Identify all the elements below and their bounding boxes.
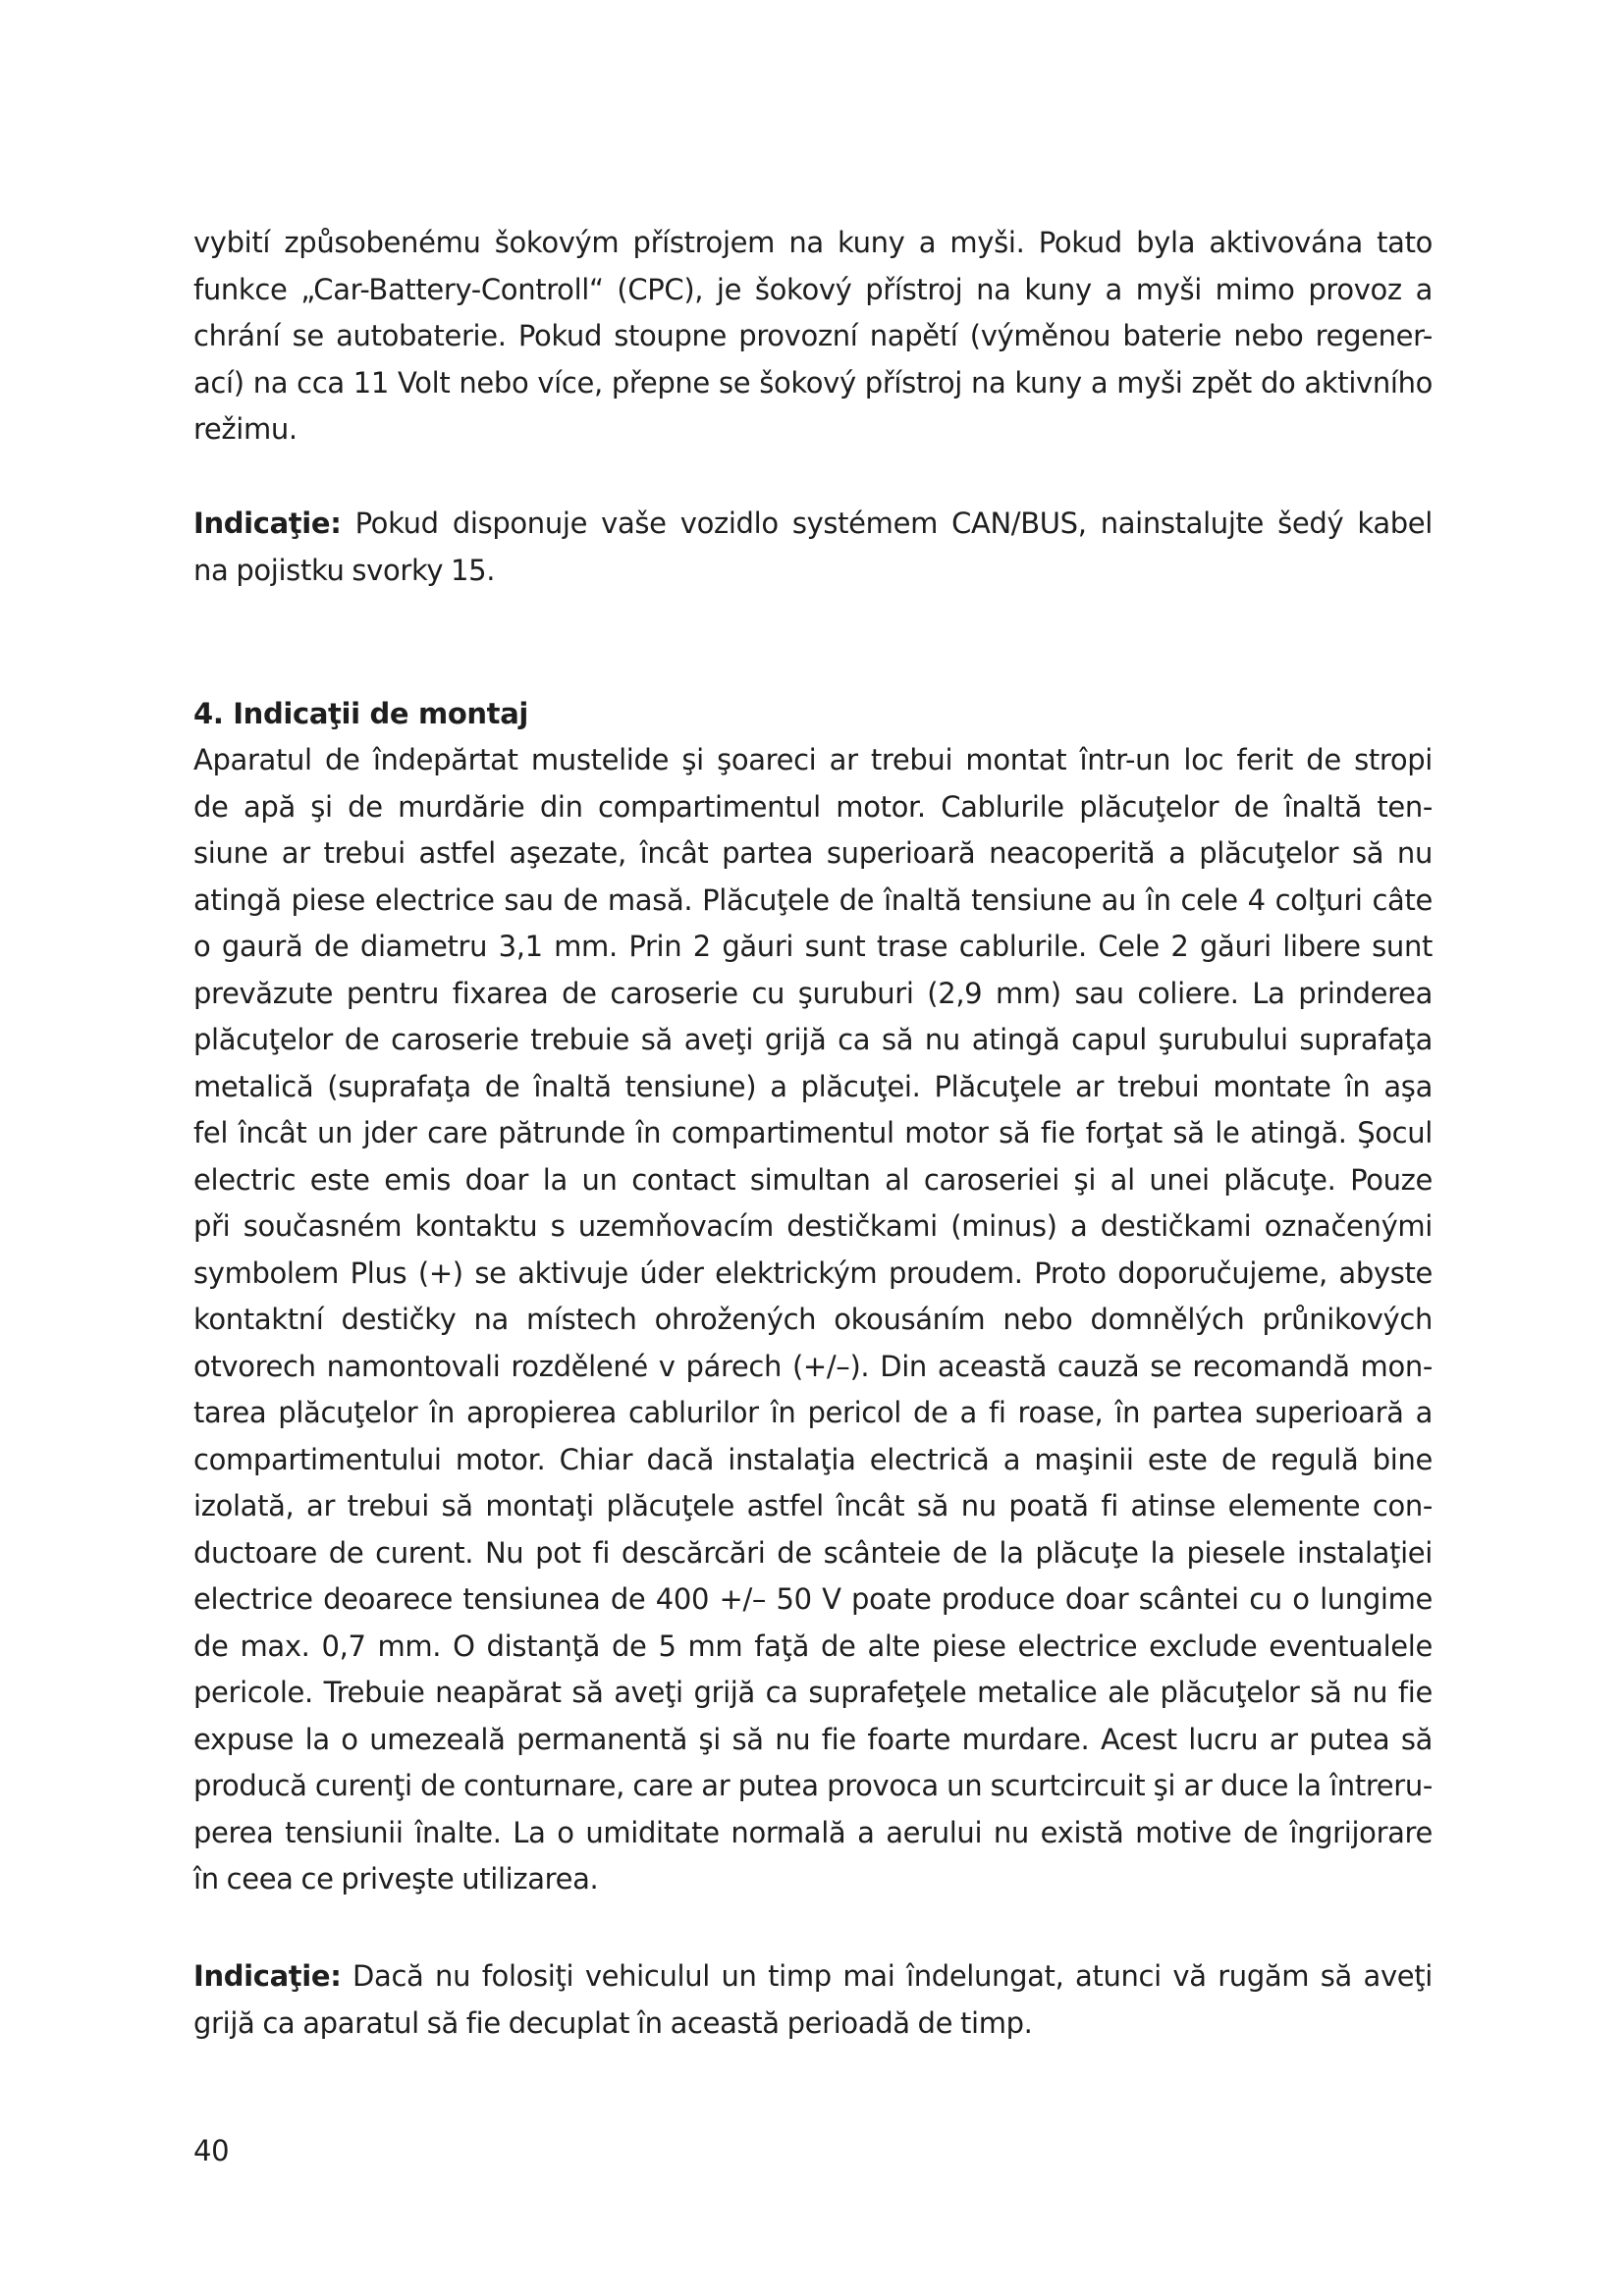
note-line: na pojistku svorky 15. [193, 553, 496, 587]
text-line: perea tensiunii înalte. La o umiditate normală a aerului nu există motive de îngrijorare [193, 1815, 1433, 1849]
note-label: Indicaţie: [193, 1959, 342, 1993]
note-vehicle-storage [193, 1953, 1433, 2047]
section-heading: 4. Indicaţii de montaj [193, 697, 529, 730]
text-line: chrání se autobaterie. Pokud stoupne provozní napětí (výměnou baterie nebo regener- [193, 319, 1433, 352]
text-line: de apă şi de murdărie din compartimentul motor. Cablurile plăcuţelor de înaltă ten- [193, 789, 1433, 824]
text-line: atingă piese electrice sau de masă. Plăcuţele de înaltă tensiune au în cele 4 colţuri câte [193, 882, 1433, 917]
text-line: o gaură de diametru 3,1 mm. Prin 2 găuri sunt trase cablurile. Cele 2 găuri libere sunt [193, 930, 1433, 963]
note-line [193, 501, 1433, 548]
text-line: pericole. Trebuie neapărat să aveţi grijă ca suprafeţele metalice ale plăcuţelor să nu fie [193, 1676, 1433, 1709]
text-line: metalică (suprafaţa de înaltă tensiune) a plăcuţei. Plăcuţele ar trebui montate în aşa [193, 1069, 1433, 1103]
text-line: otvorech namontovali rozdělené v párech (+/–). Din această cauză se recomandă mon- [193, 1349, 1433, 1383]
text-line: režimu. [193, 412, 298, 446]
text-line: plăcuţelor de caroserie trebuie să aveţi grijă ca să nu atingă capul şurubului suprafaţa [193, 1023, 1433, 1056]
section-body [193, 737, 1433, 1903]
text-line: izolată, ar trebui să montaţi plăcuţele astfel încât să nu poată fi atinse elemente con- [193, 1489, 1433, 1522]
page-number: 40 [193, 2134, 230, 2167]
text-line: electric este emis doar la un contact simultan al caroseriei şi al unei plăcuţe. Pouze [193, 1162, 1433, 1197]
text-line: ductoare de curent. Nu pot fi descărcări de scânteie de la plăcuţe la piesele instalaţiei [193, 1535, 1433, 1570]
text-line: Aparatul de îndepărtat mustelide şi şoareci ar trebui montat într-un loc ferit de stropi [193, 743, 1433, 776]
text-line: prevăzute pentru fixarea de caroserie cu şuruburi (2,9 mm) sau coliere. La prinderea [193, 976, 1433, 1010]
text-line: tarea plăcuţelor în apropierea cablurilor în pericol de a fi roase, în partea superioară a [193, 1396, 1433, 1429]
text-line: în ceea ce priveşte utilizarea. [193, 1862, 599, 1896]
text-line: compartimentului motor. Chiar dacă instalaţia electrică a maşinii este de regulă bine [193, 1442, 1433, 1476]
text-line: kontaktní destičky na místech ohrožených okousáním nebo domnělých průnikových [193, 1303, 1433, 1336]
text-line: vybití způsobenému šokovým přístrojem na kuny a myši. Pokud byla aktivována tato [193, 226, 1433, 259]
text-line: producă curenţi de conturnare, care ar putea provoca un scurtcircuit şi ar duce la întreru- [193, 1769, 1433, 1802]
note-line [193, 1953, 1433, 2001]
text-line: electrice deoarece tensiunea de 400 +/– 50 V poate produce doar scântei cu o lungime [193, 1582, 1433, 1616]
paragraph-cpc-function [193, 220, 1433, 454]
text-line: ací) na cca 11 Volt nebo více, přepne se šokový přístroj na kuny a myši zpět do aktivního [193, 365, 1433, 400]
text-line: symbolem Plus (+) se aktivuje úder elektrickým proudem. Proto doporučujeme, abyste [193, 1255, 1433, 1290]
note-can-bus [193, 501, 1433, 594]
note-text: Dacă nu folosiţi vehiculul un timp mai îndelungat, atunci vă rugăm să aveţi [341, 1959, 1433, 1993]
text-line: siune ar trebui astfel aşezate, încât partea superioară neacoperită a plăcuţelor să nu [193, 836, 1433, 870]
note-label: Indicaţie: [193, 507, 342, 540]
text-line: funkce „Car-Battery-Controll“ (CPC), je šokový přístroj na kuny a myši mimo provoz a [193, 272, 1433, 306]
text-line: expuse la o umezeală permanentă şi să nu fie foarte murdare. Acest lucru ar putea să [193, 1722, 1433, 1756]
text-line: při současném kontaktu s uzemňovacím destičkami (minus) a destičkami označenými [193, 1209, 1433, 1243]
note-text: Pokud disponuje vaše vozidlo systémem CAN/BUS, nainstalujte šedý kabel [341, 507, 1433, 540]
note-line: grijă ca aparatul să fie decuplat în această perioadă de timp. [193, 2005, 1033, 2040]
text-line: fel încât un jder care pătrunde în compartimentul motor să fie forţat să le atingă. Şocul [193, 1116, 1433, 1149]
text-line: de max. 0,7 mm. O distanţă de 5 mm faţă de alte piese electrice exclude eventualele [193, 1629, 1433, 1663]
